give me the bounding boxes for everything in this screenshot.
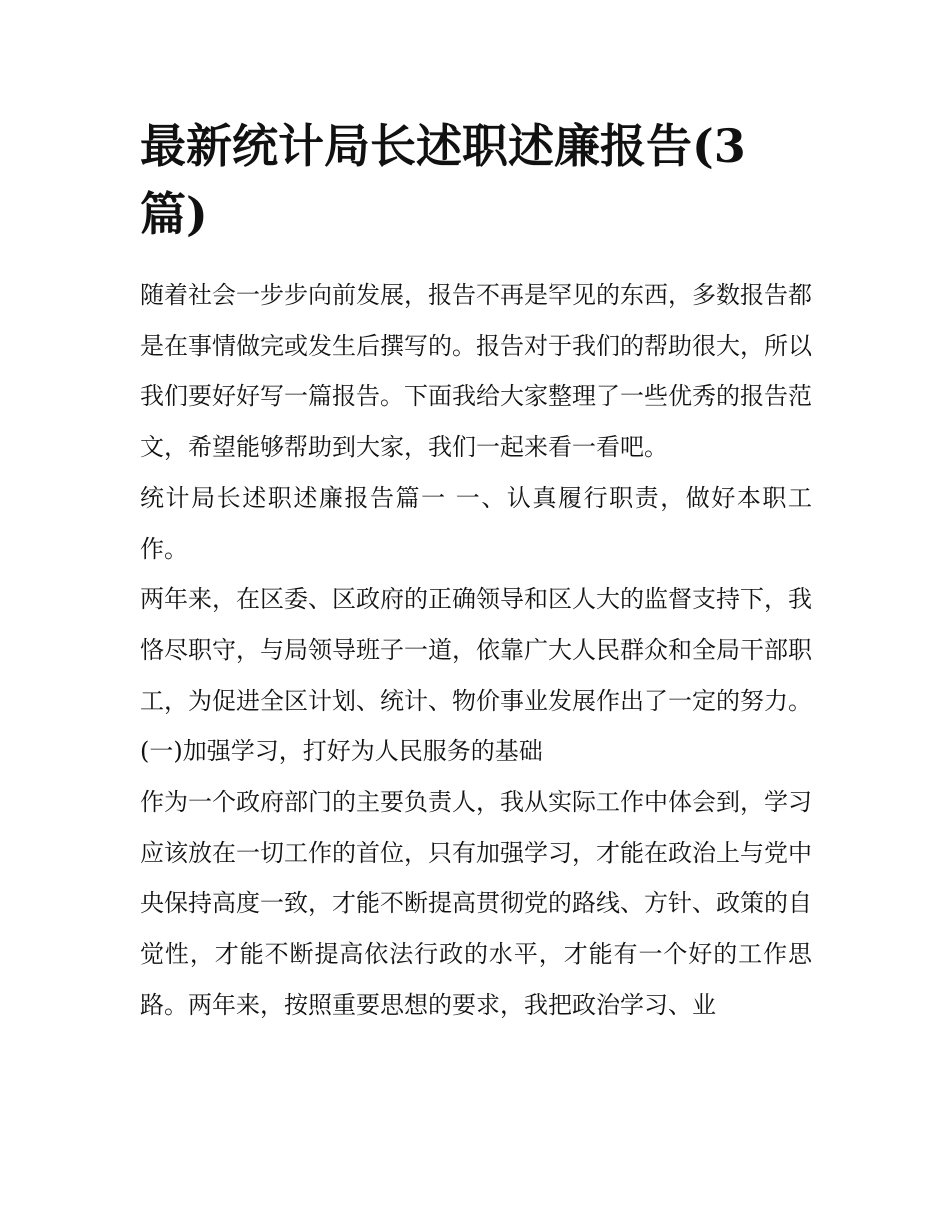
document-page — [140, 112, 812, 1031]
body-paragraph: 作为一个政府部门的主要负责人，我从实际工作中体会到，学习应该放在一切工作的首位，只有加强学习，才能在政治上与党中央保持高度一致，才能不断提高贯彻党的路线、方针、政策的自觉性，才能不断提高依法行政的水平，才能有一个好的工作思路。两年来，按照重要思想的要求，我把政治学习、业 — [140, 788, 812, 1019]
intro-paragraph: 随着社会一步步向前发展，报告不再是罕见的东西，多数报告都是在事情做完或发生后撰写的。报告对于我们的帮助很大，所以我们要好好写一篇报告。下面我给大家整理了一些优秀的报告范文，希望能够帮助到大家，我们一起来看一看吧。 — [140, 281, 812, 462]
document-title: 最新统计局长述职述廉报告(3篇) — [140, 119, 746, 241]
body-paragraph: 两年来，在区委、区政府的正确领导和区人大的监督支持下，我恪尽职守，与局领导班子一道，依靠广大人民群众和全局干部职工，为促进全区计划、统计、物价事业发展作出了一定的努力。 — [140, 585, 812, 715]
section-heading-paragraph: 统计局长述职述廉报告篇一 一、认真履行职责，做好本职工作。 — [140, 483, 812, 563]
subsection-heading: (一)加强学习，打好为人民服务的基础 — [140, 737, 543, 766]
